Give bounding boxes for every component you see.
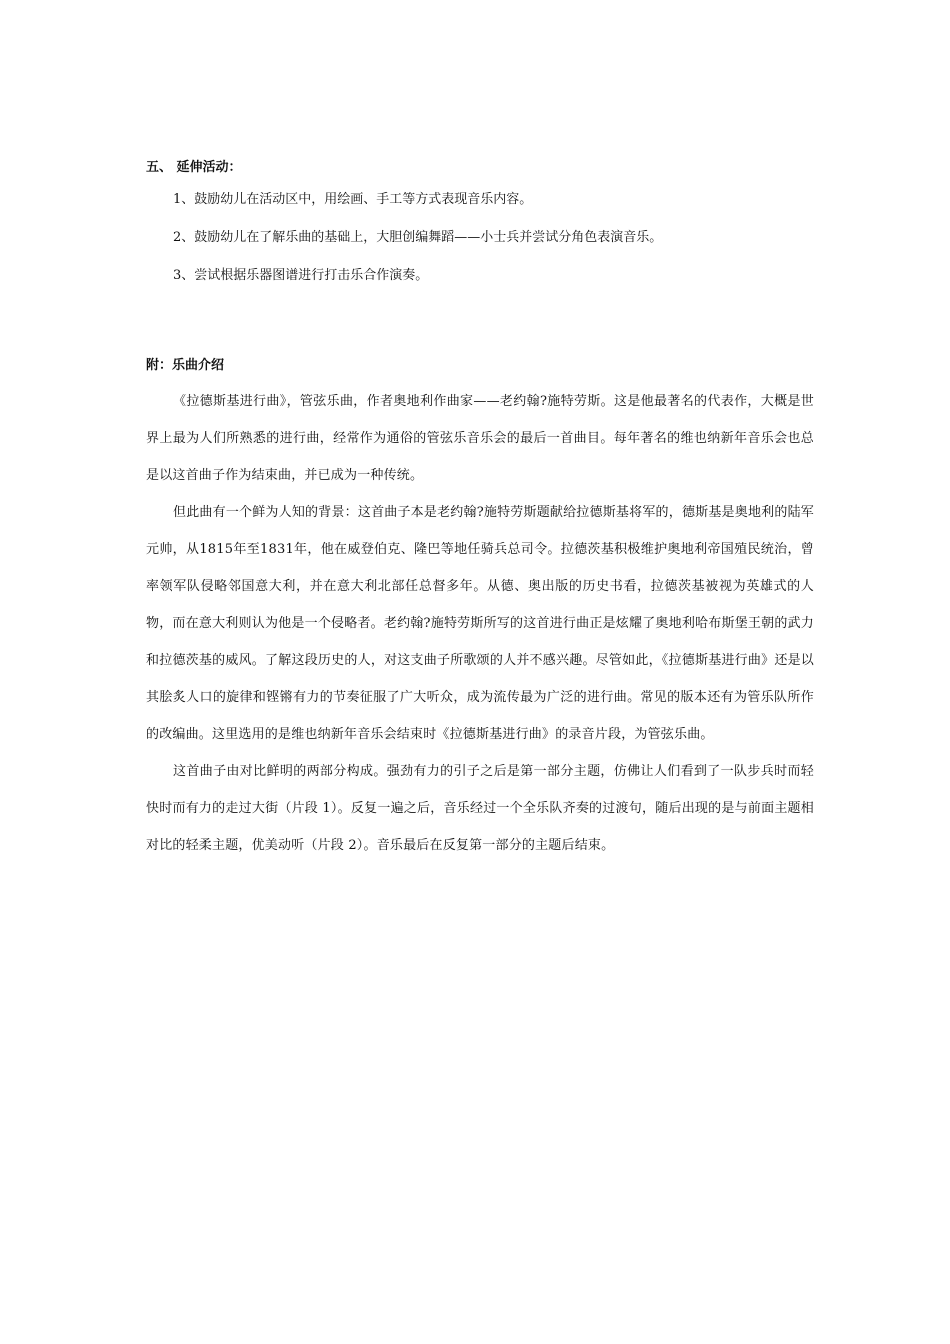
list-item: 1、鼓励幼儿在活动区中，用绘画、手工等方式表现音乐内容。 bbox=[173, 192, 533, 207]
list-item: 2、鼓励幼儿在了解乐曲的基础上，大胆创编舞蹈——小士兵并尝试分角色表演音乐。 bbox=[173, 230, 663, 245]
appendix-heading: 附：乐曲介绍 bbox=[146, 358, 225, 373]
extension-activities-heading: 五、 延伸活动： bbox=[146, 160, 242, 175]
intro-paragraph: 《拉德斯基进行曲》，管弦乐曲，作者奥地利作曲家——老约翰?施特劳斯。这是他最著名的代表作，大概是世界上最为人们所熟悉的进行曲，经常作为通俗的管弦乐音乐会的最后一首曲目。每年著名的维也纳新年音乐会也总是以这首曲子作为结束曲，并已成为一种传统。 bbox=[146, 394, 814, 483]
list-item: 3、尝试根据乐器图谱进行打击乐合作演奏。 bbox=[173, 268, 429, 283]
intro-paragraph: 这首曲子由对比鲜明的两部分构成。强劲有力的引子之后是第一部分主题，仿佛让人们看到了一队步兵时而轻快时而有力的走过大街（片段 1）。反复一遍之后，音乐经过一个全乐队齐奏的过渡句，随后出现的是与前面主题相对比的轻柔主题，优美动听（片段 2）。音乐最后在反复第一部分的主题后结束。 bbox=[146, 764, 814, 853]
intro-paragraph: 但此曲有一个鲜为人知的背景：这首曲子本是老约翰?施特劳斯题献给拉德斯基将军的，德斯基是奥地利的陆军元帅，从1815年至1831年，他在威登伯克、隆巴等地任骑兵总司令。拉德茨基积极维护奥地利帝国殖民统治，曾率领军队侵略邻国意大利，并在意大利北部任总督多年。从德、奥出版的历史书看，拉德茨基被视为英雄式的人物，而在意大利则认为他是一个侵略者。老约翰?施特劳斯所写的这首进行曲正是炫耀了奥地利哈布斯堡王朝的武力和拉德茨基的威风。了解这段历史的人，对这支曲子所歌颂的人并不感兴趣。尽管如此，《拉德斯基进行曲》还是以其脍炙人口的旋律和铿锵有力的节奏征服了广大听众，成为流传最为广泛的进行曲。常见的版本还有为管乐队所作的改编曲。这里选用的是维也纳新年音乐会结束时《拉德斯基进行曲》的录音片段，为管弦乐曲。 bbox=[146, 505, 814, 742]
music-introduction bbox=[146, 383, 814, 864]
extension-activities-list bbox=[173, 191, 662, 305]
